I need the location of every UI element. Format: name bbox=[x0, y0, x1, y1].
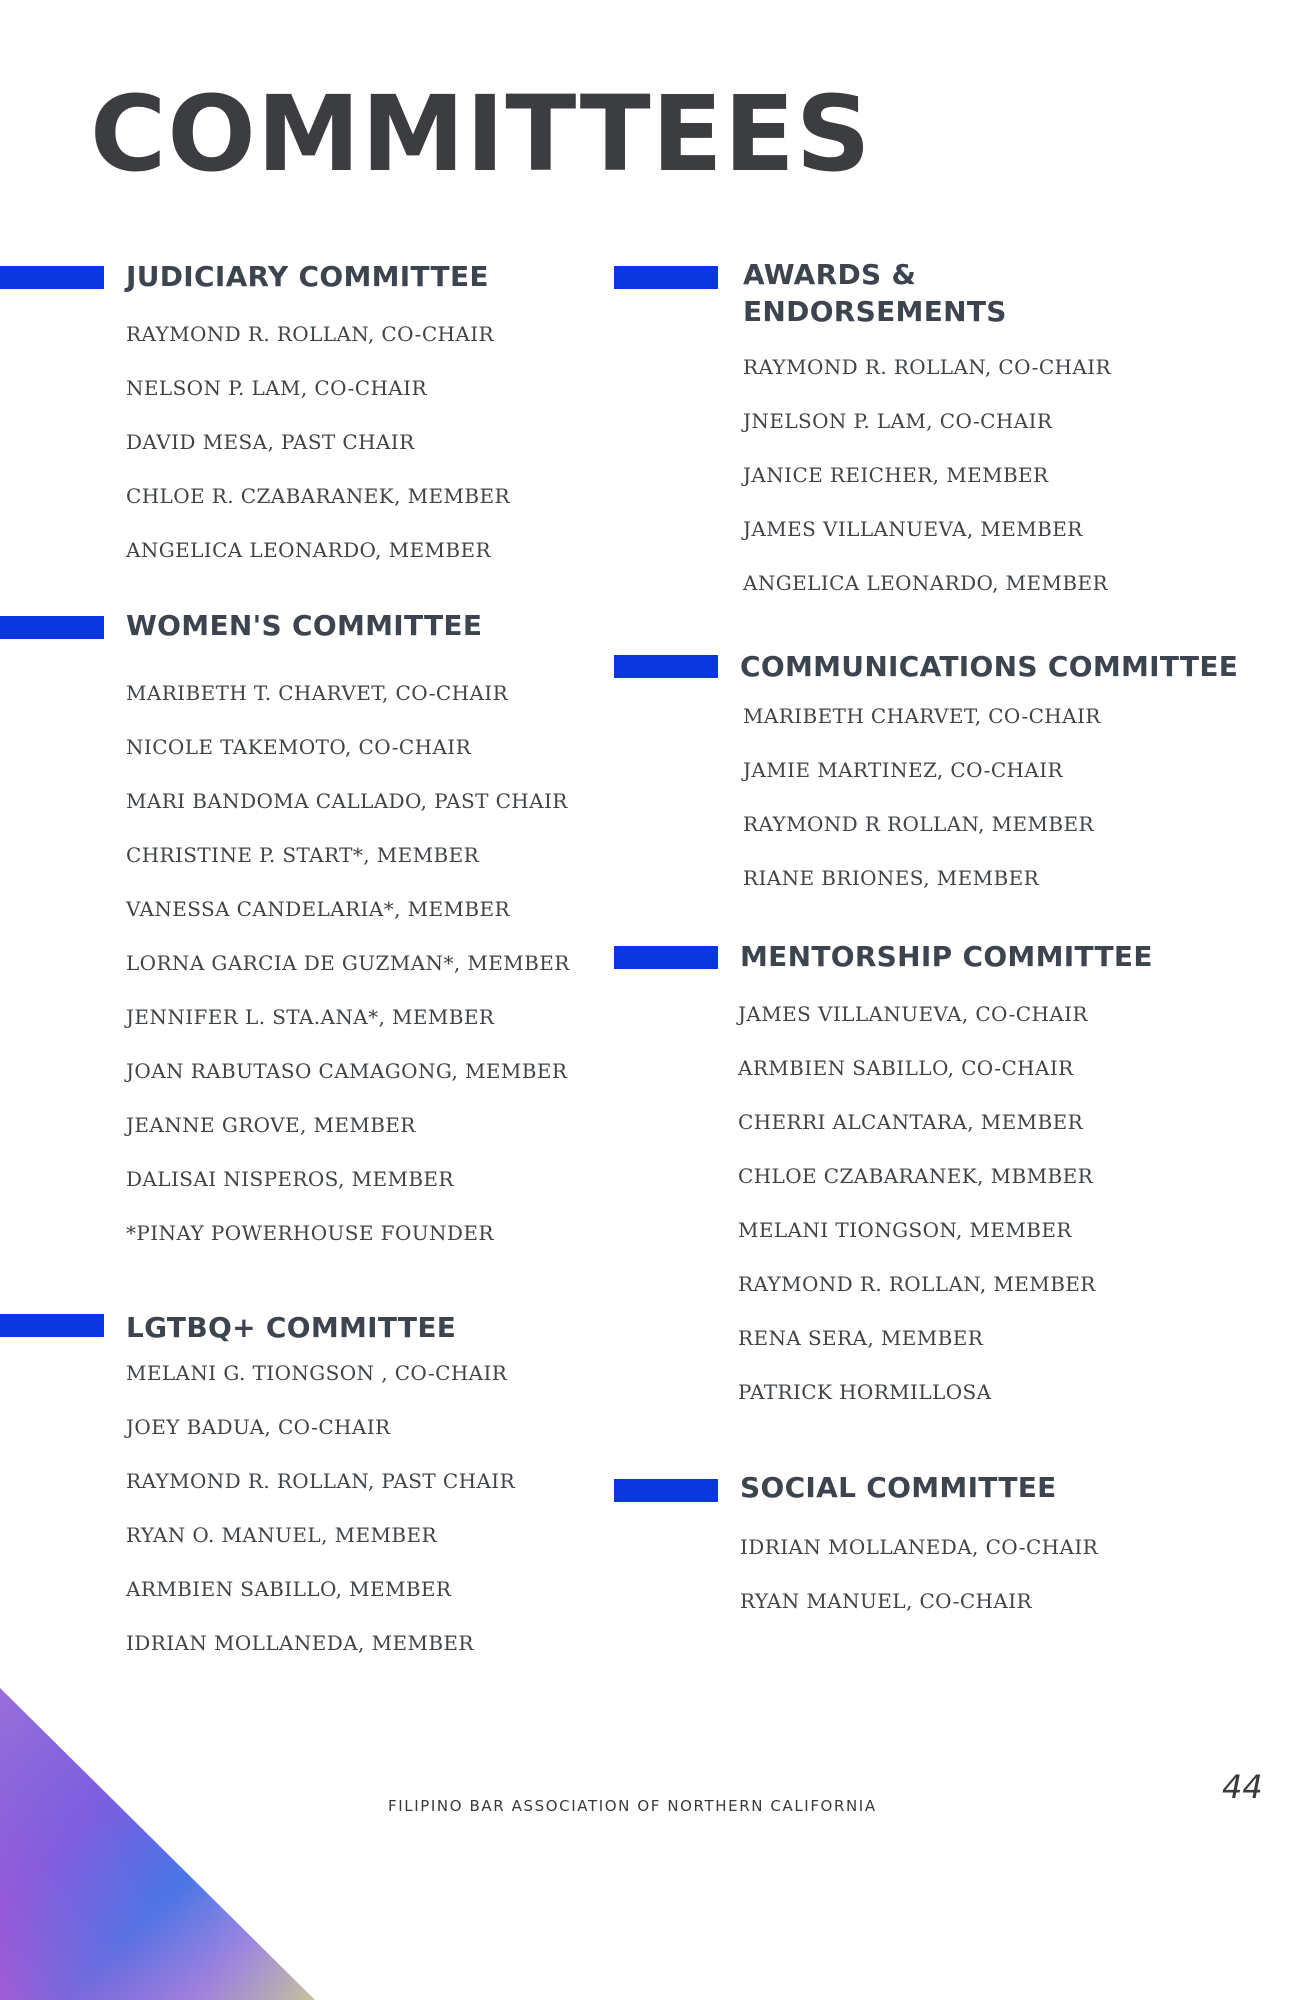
member-item: DALISAI NISPEROS, MEMBER bbox=[126, 1167, 454, 1191]
footer-organization: FILIPINO BAR ASSOCIATION OF NORTHERN CALIFORNIA bbox=[388, 1797, 877, 1815]
member-item: JANICE REICHER, MEMBER bbox=[743, 463, 1049, 487]
member-item: ARMBIEN SABILLO, CO-CHAIR bbox=[738, 1056, 1074, 1080]
member-item: ANGELICA LEONARDO, MEMBER bbox=[126, 538, 491, 562]
member-item: CHLOE CZABARANEK, MBMBER bbox=[738, 1164, 1094, 1188]
member-item: VANESSA CANDELARIA*, MEMBER bbox=[126, 897, 510, 921]
member-item: RENA SERA, MEMBER bbox=[738, 1326, 984, 1350]
awards-accent-bar bbox=[614, 266, 718, 289]
member-list bbox=[743, 689, 1238, 905]
section-heading bbox=[743, 256, 1111, 330]
member-item: JAMIE MARTINEZ, CO-CHAIR bbox=[743, 758, 1063, 782]
member-item: RIANE BRIONES, MEMBER bbox=[743, 866, 1040, 890]
member-item: JAMES VILLANUEVA, MEMBER bbox=[743, 517, 1083, 541]
member-item: RAYMOND R ROLLAN, MEMBER bbox=[743, 812, 1094, 836]
judiciary-committee-section bbox=[126, 258, 510, 577]
section-heading: WOMEN'S COMMITTEE bbox=[126, 609, 483, 642]
member-item: RAYMOND R. ROLLAN, CO-CHAIR bbox=[743, 355, 1111, 379]
corner-gradient-decoration bbox=[0, 1688, 320, 2000]
member-item: JOAN RABUTASO CAMAGONG, MEMBER bbox=[126, 1059, 568, 1083]
page-title: COMMITTEES bbox=[90, 73, 872, 195]
member-item: RAYMOND R. ROLLAN, PAST CHAIR bbox=[126, 1469, 516, 1493]
communications-committee-section bbox=[740, 648, 1238, 905]
heading-line: AWARDS & bbox=[743, 258, 917, 291]
member-item: MELANI TIONGSON, MEMBER bbox=[738, 1218, 1072, 1242]
member-item: RAYMOND R. ROLLAN, CO-CHAIR bbox=[126, 322, 494, 346]
member-list bbox=[126, 1346, 515, 1670]
member-item: NELSON P. LAM, CO-CHAIR bbox=[126, 376, 427, 400]
mentorship-committee-section bbox=[740, 938, 1153, 1419]
member-item: JENNIFER L. STA.ANA*, MEMBER bbox=[126, 1005, 495, 1029]
member-item: PATRICK HORMILLOSA bbox=[738, 1380, 992, 1404]
member-item: CHRISTINE P. START*, MEMBER bbox=[126, 843, 480, 867]
section-heading: LGTBQ+ COMMITTEE bbox=[126, 1311, 457, 1344]
womens-accent-bar bbox=[0, 616, 104, 639]
member-item: CHLOE R. CZABARANEK, MEMBER bbox=[126, 484, 510, 508]
member-item: LORNA GARCIA DE GUZMAN*, MEMBER bbox=[126, 951, 570, 975]
member-item: JEANNE GROVE, MEMBER bbox=[126, 1113, 416, 1137]
heading-line: ENDORSEMENTS bbox=[743, 295, 1007, 328]
section-heading: SOCIAL COMMITTEE bbox=[740, 1471, 1057, 1504]
member-item: MARIBETH CHARVET, CO-CHAIR bbox=[743, 704, 1101, 728]
mentorship-accent-bar bbox=[614, 946, 718, 969]
awards-endorsements-section bbox=[743, 256, 1111, 610]
member-list bbox=[740, 1520, 1098, 1628]
section-heading: JUDICIARY COMMITTEE bbox=[126, 260, 489, 293]
member-item: MARIBETH T. CHARVET, CO-CHAIR bbox=[126, 681, 509, 705]
womens-committee-section bbox=[126, 607, 570, 1260]
member-item: RYAN O. MANUEL, MEMBER bbox=[126, 1523, 437, 1547]
member-item: JNELSON P. LAM, CO-CHAIR bbox=[743, 409, 1053, 433]
member-list bbox=[126, 307, 510, 577]
page-number: 44 bbox=[1222, 1768, 1263, 1806]
lgtbq-committee-section bbox=[126, 1309, 515, 1670]
member-item: *PINAY POWERHOUSE FOUNDER bbox=[126, 1221, 494, 1245]
member-item: JOEY BADUA, CO-CHAIR bbox=[126, 1415, 391, 1439]
member-item: RYAN MANUEL, CO-CHAIR bbox=[740, 1589, 1033, 1613]
member-item: IDRIAN MOLLANEDA, MEMBER bbox=[126, 1631, 474, 1655]
section-heading: MENTORSHIP COMMITTEE bbox=[740, 940, 1153, 973]
member-item: ARMBIEN SABILLO, MEMBER bbox=[126, 1577, 452, 1601]
member-item: IDRIAN MOLLANEDA, CO-CHAIR bbox=[740, 1535, 1099, 1559]
member-item: NICOLE TAKEMOTO, CO-CHAIR bbox=[126, 735, 472, 759]
member-item: DAVID MESA, PAST CHAIR bbox=[126, 430, 415, 454]
member-item: JAMES VILLANUEVA, CO-CHAIR bbox=[738, 1002, 1088, 1026]
judiciary-accent-bar bbox=[0, 266, 104, 289]
member-item: ANGELICA LEONARDO, MEMBER bbox=[743, 571, 1108, 595]
member-item: MELANI G. TIONGSON , CO-CHAIR bbox=[126, 1361, 508, 1385]
lgtbq-accent-bar bbox=[0, 1314, 104, 1337]
social-committee-section bbox=[740, 1469, 1098, 1628]
communications-accent-bar bbox=[614, 655, 718, 678]
member-list bbox=[126, 666, 570, 1260]
section-heading: COMMUNICATIONS COMMITTEE bbox=[740, 650, 1239, 683]
member-item: MARI BANDOMA CALLADO, PAST CHAIR bbox=[126, 789, 568, 813]
social-accent-bar bbox=[614, 1479, 718, 1502]
member-list bbox=[743, 340, 1111, 610]
member-item: RAYMOND R. ROLLAN, MEMBER bbox=[738, 1272, 1096, 1296]
member-item: CHERRI ALCANTARA, MEMBER bbox=[738, 1110, 1084, 1134]
member-list bbox=[738, 987, 1153, 1419]
